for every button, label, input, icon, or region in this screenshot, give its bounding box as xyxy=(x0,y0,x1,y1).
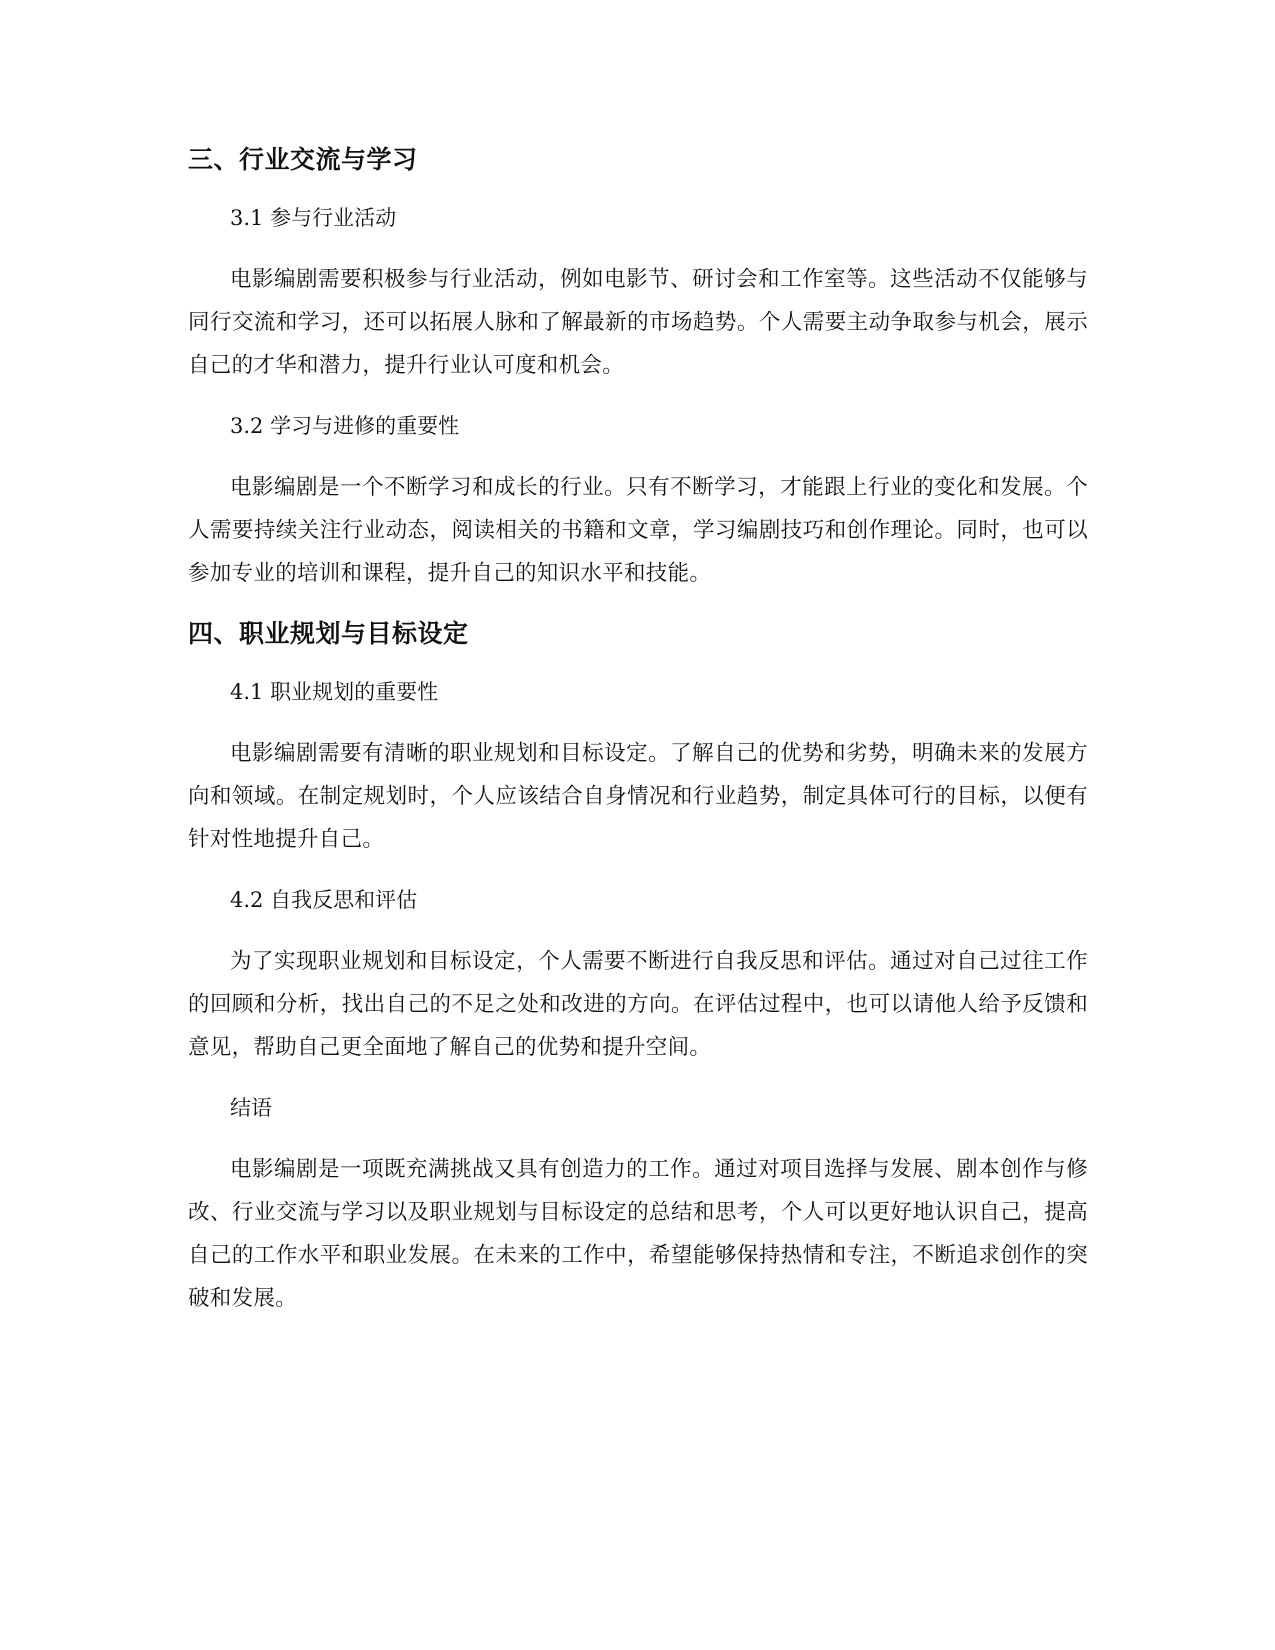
body-paragraph: 电影编剧是一个不断学习和成长的行业。只有不断学习，才能跟上行业的变化和发展。个人需要持续关注行业动态，阅读相关的书籍和文章，学习编剧技巧和创作理论。同时，也可以参加专业的培训和课程，提升自己的知识水平和技能。 xyxy=(188,475,1088,586)
section-title: 四、职业规划与目标设定 xyxy=(188,619,469,648)
subsection-heading: 3.2 学习与进修的重要性 xyxy=(230,414,460,438)
subsection-heading: 4.2 自我反思和评估 xyxy=(230,888,418,912)
conclusion-paragraph: 电影编剧是一项既充满挑战又具有创造力的工作。通过对项目选择与发展、剧本创作与修改、行业交流与学习以及职业规划与目标设定的总结和思考，个人可以更好地认识自己，提高自己的工作水平和职业发展。在未来的工作中，希望能够保持热情和专注，不断追求创作的突破和发展。 xyxy=(188,1157,1088,1311)
subsection-heading: 3.1 参与行业活动 xyxy=(230,206,397,230)
conclusion-heading: 结语 xyxy=(230,1096,272,1120)
body-paragraph: 电影编剧需要有清晰的职业规划和目标设定。了解自己的优势和劣势，明确未来的发展方向和领域。在制定规划时，个人应该结合自身情况和行业趋势，制定具体可行的目标，以便有针对性地提升自己。 xyxy=(188,741,1088,852)
body-paragraph: 为了实现职业规划和目标设定，个人需要不断进行自我反思和评估。通过对自己过往工作的回顾和分析，找出自己的不足之处和改进的方向。在评估过程中，也可以请他人给予反馈和意见，帮助自己更全面地了解自己的优势和提升空间。 xyxy=(188,949,1088,1060)
subsection-heading: 4.1 职业规划的重要性 xyxy=(230,680,439,704)
document-body xyxy=(188,140,1088,1339)
section-title: 三、行业交流与学习 xyxy=(188,145,418,174)
body-paragraph: 电影编剧需要积极参与行业活动，例如电影节、研讨会和工作室等。这些活动不仅能够与同行交流和学习，还可以拓展人脉和了解最新的市场趋势。个人需要主动争取参与机会，展示自己的才华和潜力，提升行业认可度和机会。 xyxy=(188,267,1088,378)
